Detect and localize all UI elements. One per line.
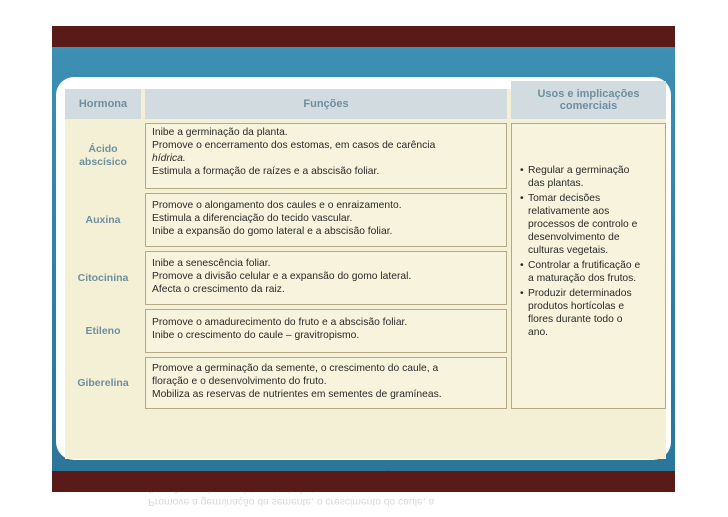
use-line: relativamente aos <box>528 206 610 217</box>
use-line: produtos hortícolas e <box>528 301 625 312</box>
functions-abscisic-acid <box>145 123 507 189</box>
use-line: • Produzir determinados <box>528 288 632 299</box>
use-line: culturas vegetais. <box>528 245 609 256</box>
use-line: processos de controlo e <box>528 219 638 230</box>
use-line: desenvolvimento de <box>528 232 620 243</box>
function-line: hídrica. <box>152 153 186 164</box>
function-line: Inibe a germinação da planta. <box>152 127 288 138</box>
header-uses: Usos e implicações comerciais <box>511 81 666 119</box>
function-line: Estimula a formação de raízes e a abscisão foliar. <box>152 166 380 177</box>
slide-bottom-bar <box>52 471 675 492</box>
use-line: das plantas. <box>528 178 584 189</box>
function-line: Inibe a senescência foliar. <box>152 258 271 269</box>
header-functions: Funções <box>145 89 507 119</box>
use-line: flores durante todo o <box>528 314 623 325</box>
function-line: Inibe a expansão do gomo lateral e a abscisão foliar. <box>152 226 393 237</box>
slide-top-bar <box>52 26 675 47</box>
functions-gibberellin <box>145 357 507 409</box>
functions-ethylene <box>145 309 507 353</box>
function-line: Inibe o crescimento do caule – gravitropismo. <box>152 330 360 341</box>
function-line: Promove o alongamento dos caules e o enraizamento. <box>152 200 402 211</box>
hormone-name-auxin: Auxina <box>85 213 121 226</box>
hormone-name-cytokinin: Citocinina <box>77 271 129 284</box>
use-line: ano. <box>528 327 549 338</box>
functions-cytokinin <box>145 251 507 305</box>
hormone-table <box>65 89 666 459</box>
hormone-name-ethylene: Etileno <box>85 324 121 337</box>
reflection-line: Promove a germinação da semente, o crescimento do caule, a <box>148 496 435 507</box>
use-line: • Controlar a frutificação e <box>528 260 641 271</box>
function-line: floração e o desenvolvimento do fruto. <box>152 376 327 387</box>
functions-auxin <box>145 193 507 247</box>
function-line: Promove o amadurecimento do fruto e a abscisão foliar. <box>152 317 408 328</box>
header-hormone: Hormona <box>65 89 141 119</box>
uses-column <box>511 123 666 409</box>
use-line: • Tomar decisões <box>528 193 601 204</box>
use-item <box>520 164 659 190</box>
function-line: Promove a divisão celular e a expansão do gomo lateral. <box>152 271 412 282</box>
use-line: a maturação dos frutos. <box>528 273 637 284</box>
use-item <box>520 287 659 339</box>
use-item <box>520 192 659 257</box>
hormone-name-gibberellin: Giberelina <box>77 376 129 389</box>
use-line: • Regular a germinação <box>528 165 630 176</box>
use-item <box>520 259 659 285</box>
hormone-name-abscisic-acid: Ácido abscísico <box>79 143 127 168</box>
slide <box>52 47 675 507</box>
function-line: Estimula a diferenciação do tecido vascular. <box>152 213 353 224</box>
function-line: Promove a germinação da semente, o crescimento do caule, a <box>152 363 439 374</box>
function-line: Afecta o crescimento da raiz. <box>152 284 285 295</box>
function-line: Mobiliza as reservas de nutrientes em sementes de gramíneas. <box>152 389 442 400</box>
function-line: Promove o encerramento dos estomas, em casos de carência <box>152 140 436 151</box>
